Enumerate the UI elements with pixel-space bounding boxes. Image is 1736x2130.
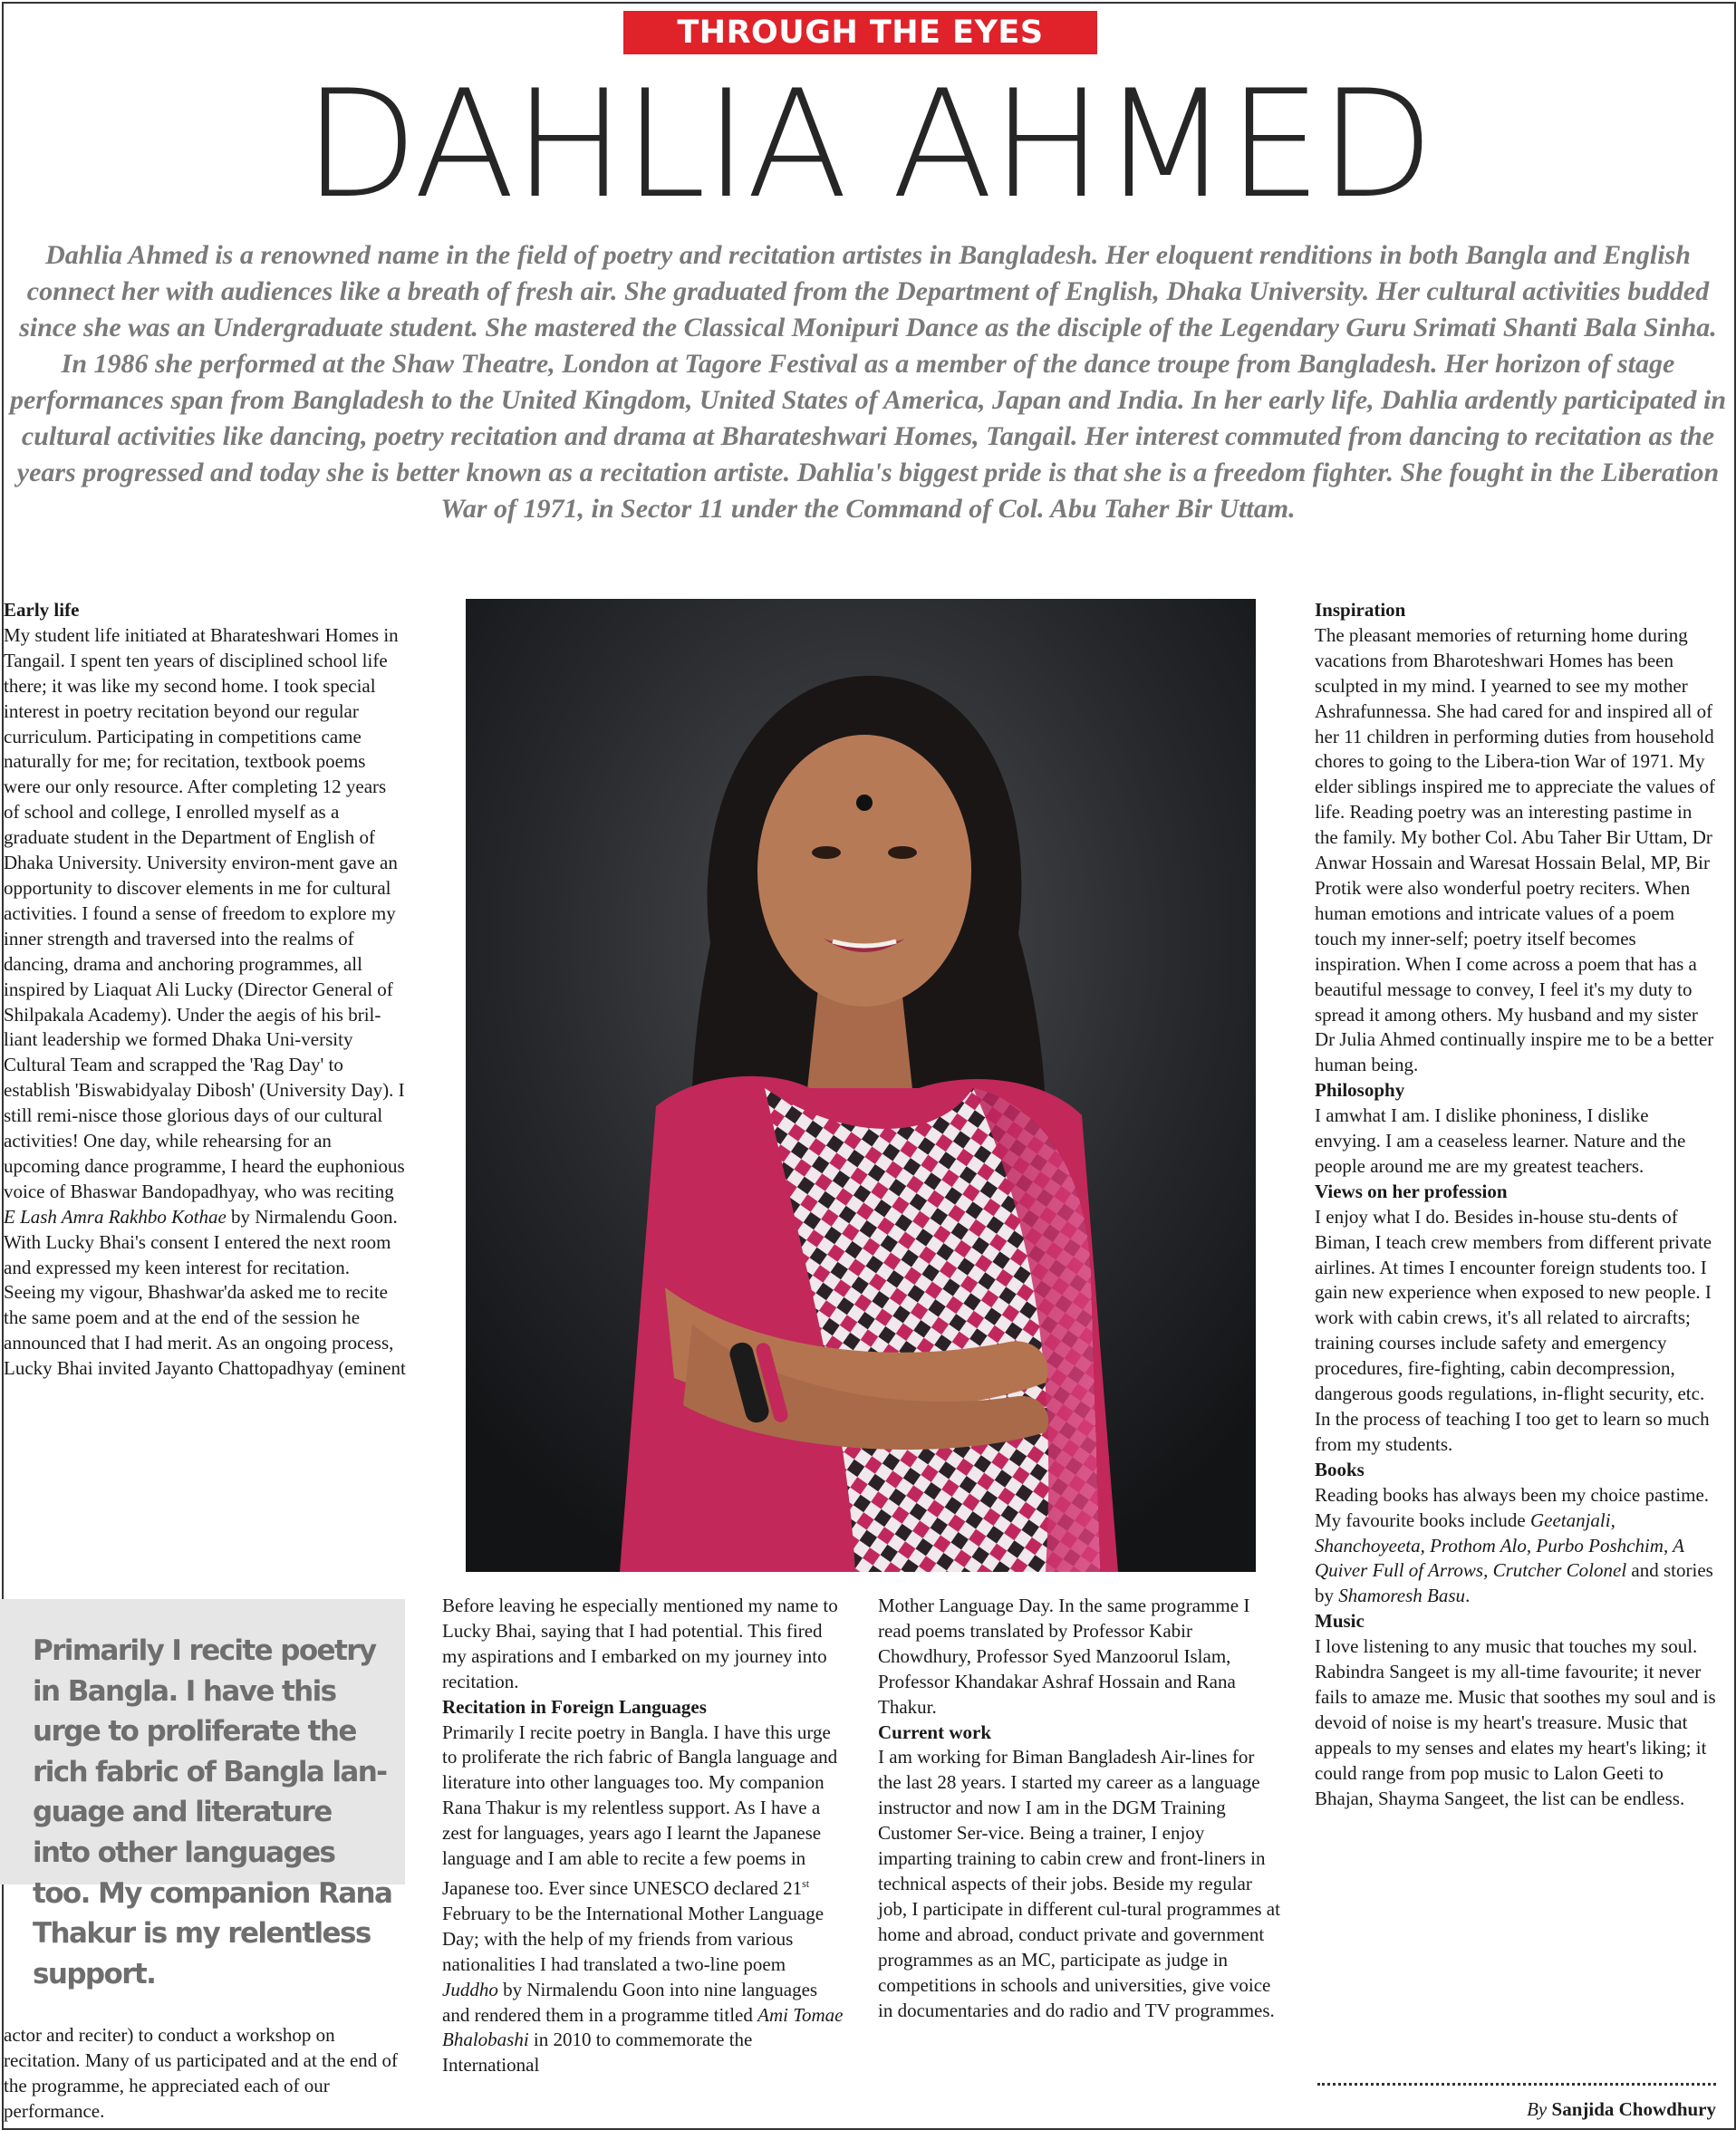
author-name: Sanjida Chowdhury bbox=[1551, 2098, 1716, 2120]
views-text: I enjoy what I do. Besides in-house stu-dents of Biman, I teach crew members from different private airlines. At times I encounter foreign students too. I gain new experience when exposed to new people. I work with cabin crews, it's all related to aircrafts; training courses include safety and emergency procedures, fire-fighting, cabin decompression, dangerous goods regulations, in-flight security, etc. In the process of teaching I too get to learn so much from my students. bbox=[1315, 1205, 1712, 1455]
poem-juddho: Juddho bbox=[442, 1978, 498, 2000]
heading-philosophy: Philosophy bbox=[1315, 1079, 1405, 1102]
early-life-text: My student life initiated at Bharateshwari Homes in Tangail. I spent ten years of disciplined school life there; it was like my second home. I took special interest in poetry recitation beyond our regular curriculum. Participating in competitions came naturally for me; for recitation, textbook poems were our only resource. After completing 12 years of school and college, I enrolled myself as a graduate student in the Department of English of Dhaka University. University environ-ment gave an opportunity to discover elements in me for cultural activities. I found a sense of freedom to explore my inner strength and traversed into the realms of dancing, drama and anchoring programmes, all inspired by Liaquat Ali Lucky (Director General of Shilpakala Academy). Under the aegis of his bril-liant leadership we formed Dhaka Uni-versity Cultural Team and scrapped the 'Rag Day' to establish 'Biswabidyalay Dibosh' (University Day). I still remi-nisce those glorious days of our cultural activities! One day, while rehearsing for an upcoming dance programme, I heard the euphonious voice of Bhaswar Bandopadhyay, who was reciting E Lash Amra Rakhbo Kothae by Nirmalendu Goon. With Lucky Bhai's consent I entered the next room and expressed my keen interest for recitation. Seeing my vigour, Bhashwar'da asked me to recite the same poem and at the end of the session he announced that I had merit. As an ongoing process, Lucky Bhai invited Jayanto Chattopadhyay (eminent bbox=[4, 623, 406, 1380]
philosophy-text: I amwhat I am. I dislike phoniness, I dislike envying. I am a ceaseless learner. Nature and the people around me are my greatest teachers. bbox=[1315, 1104, 1686, 1177]
right-middle-text-a: Mother Language Day. In the same programme I read poems translated by Professor Kabir Chowdhury, Professor Syed Manzoorul Islam, Professor Khandakar Ashraf Hossain and Rana Thakur. bbox=[878, 1595, 1250, 1718]
middle-text-a: Before leaving he especially mentioned my name to Lucky Bhai, saying that I had potential. This fired my aspirations and I embarked on my journey into recitation. bbox=[442, 1595, 838, 1692]
programme-title: Ami Tomae Bhalobashi bbox=[442, 2003, 844, 2051]
current-work-text: I am working for Biman Bangladesh Air-lines for the last 28 years. I started my career as a language instructor and now I am in the DGM Training Customer Ser-vice. Being a trainer, I enjoy imparting training to cabin crew and front-liners in technical aspects of their jobs. Beside my regular job, I participate in different cul-tural programmes at home and abroad, conduct private and government programmes as an MC, participate as judge in competitions in schools and universities, give voice in documentaries and do radio and TV programmes. bbox=[878, 1746, 1280, 2021]
heading-views: Views on her profession bbox=[1315, 1180, 1508, 1202]
heading-music: Music bbox=[1315, 1610, 1365, 1633]
poem-title: E Lash Amra Rakhbo Kothae bbox=[4, 1205, 227, 1228]
pull-quote: Primarily I recite poetry in Bangla. I have this urge to proliferate the rich fabric of Bangla lan-guage and literature into other languages too. My companion Rana Thakur is my relentless support. bbox=[33, 1634, 392, 1990]
portrait-illustration bbox=[466, 599, 1256, 1572]
early-life-text-continued: actor and reciter) to conduct a workshop on recitation. Many of us participated and at the end of the programme, he appreciated each of our performance. bbox=[4, 2024, 399, 2122]
left-column-continued bbox=[4, 2023, 406, 2125]
heading-inspiration: Inspiration bbox=[1315, 599, 1406, 621]
heading-current-work: Current work bbox=[878, 1720, 992, 1743]
left-column bbox=[4, 598, 406, 1382]
books-text: Reading books has always been my choice pastime. My favourite books include Geetanjali, Shanchoyeeta, Prothom Alo, Purbo Poshchim, A Quiver Full of Arrows, Crutcher Colonel and stories by Shamoresh Basu. bbox=[1315, 1483, 1713, 1607]
intro-paragraph: Dahlia Ahmed is a renowned name in the field of poetry and recitation artistes in Bangladesh. Her eloquent renditions in both Bangla and English connect her with audiences like a breath of fresh air. She graduated from the Department of English, Dhaka University. Her cultural activities budded since she was an Undergraduate student. She mastered the Classical Monipuri Dance as the disciple of the Legendary Guru Srimati Shanti Bala Sinha. In 1986 she performed at the Shaw Theatre, London at Tagore Festival as a member of the dance troupe from Bangladesh. Her horizon of stage performances span from Bangladesh to the United Kingdom, United States of America, Japan and India. In her early life, Dahlia ardently participated in cultural activities like dancing, poetry recitation and drama at Bharateshwari Homes, Tangail. Her interest commuted from dancing to recitation as the years progressed and today she is better known as a recitation artiste. Dahlia's biggest pride is that she is a freedom fighter. She fought in the Liberation War of 1971, in Sector 11 under the Command of Col. Abu Taher Bir Uttam. bbox=[9, 240, 1726, 524]
heading-recitation-foreign: Recitation in Foreign Languages bbox=[442, 1695, 707, 1718]
byline-divider bbox=[1317, 2083, 1716, 2086]
section-kicker: THROUGH THE EYES bbox=[623, 11, 1097, 54]
recitation-foreign-text: Primarily I recite poetry in Bangla. I have this urge to proliferate the rich fabric of Bangla language and literature into other languages too. My companion Rana Thakur is my relentless support. As I have a zest for languages, years ago I learnt the Japanese language and I am able to recite a few poems in Japanese too. Ever since UNESCO declared 21st February to be the International Mother Language Day; with the help of my friends from various nationalities I had translated a two-line poem Juddho by Nirmalendu Goon into nine languages and rendered them in a programme titled Ami Tomae Bhalobashi in 2010 to commemorate the International bbox=[442, 1720, 844, 2077]
headline: DAHLIA AHMED bbox=[304, 58, 1432, 231]
inspiration-text: The pleasant memories of returning home during vacations from Bharoteshwari Homes has been sculpted in my mind. I yearned to see my mother Ashrafunnessa. She had cared for and inspired all of her 11 children in performing duties from household chores to going to the Libera-tion War of 1971. My elder siblings inspired me to appreciate the values of life. Reading poetry was an interesting pastime in the family. My bother Col. Abu Taher Bir Uttam, Dr Anwar Hossain and Waresat Hossain Belal, MP, Bir Protik were also wonderful poetry reciters. When human emotions and intricate values of a poem touch my inner-self; poetry itself becomes inspiration. When I come across a poem that has a beautiful message to convey, I feel it's my duty to spread it among others. My husband and my sister Dr Julia Ahmed continually inspire me to be a better human being. bbox=[1315, 623, 1716, 1076]
book-author: Shamoresh Basu bbox=[1338, 1585, 1466, 1607]
heading-books: Books bbox=[1315, 1458, 1365, 1480]
byline: By Sanjida Chowdhury bbox=[1527, 2098, 1716, 2120]
portrait-photo bbox=[466, 599, 1256, 1572]
music-text: I love listening to any music that touches my soul. Rabindra Sangeet is my all-time favourite; it never fails to amaze me. Music that soothes my soul and is devoid of noise is my heart's treasure. Music that appeals to my senses and elates my heart's liking; it could range from pop music to Lalon Geeti to Bhajan, Shayma Sangeet, the list can be endless. bbox=[1315, 1635, 1716, 1809]
right-column bbox=[1315, 598, 1717, 1812]
book-titles: Geetanjali, Shanchoyeeta, Prothom Alo, Purbo Poshchim, A Quiver Full of Arrows, Crutcher Colonel bbox=[1315, 1508, 1684, 1582]
right-middle-column bbox=[878, 1594, 1280, 2023]
middle-column bbox=[442, 1594, 844, 2078]
heading-early-life: Early life bbox=[4, 599, 80, 621]
